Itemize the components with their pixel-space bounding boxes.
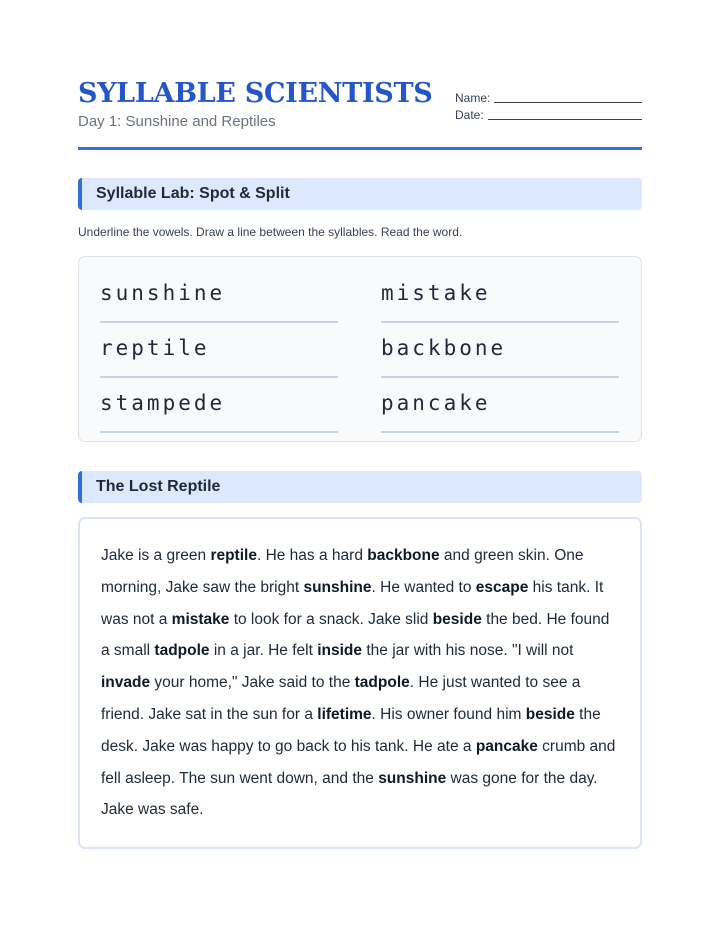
vocab-word: tadpole: [154, 642, 210, 660]
word-text: pancake: [381, 391, 491, 415]
vocab-word: sunshine: [378, 769, 447, 787]
story-segment: his tank. It was not a: [101, 578, 604, 628]
vocab-word: beside: [525, 705, 575, 723]
vocab-word: mistake: [171, 610, 230, 628]
date-field: [455, 105, 642, 122]
vocab-word: pancake: [475, 737, 538, 755]
word-item: [100, 391, 338, 433]
story-text: [101, 540, 621, 826]
section-title: Syllable Lab: Spot & Split: [96, 185, 290, 202]
story-segment: . He just wanted to see a friend. Jake sat in the sun for a: [101, 674, 581, 723]
vocab-word: reptile: [210, 547, 257, 564]
story-segment: . He wanted to: [371, 578, 476, 596]
section-header-story: [78, 471, 642, 503]
story-segment: to look for a snack. Jake slid: [229, 610, 433, 628]
vocab-word: tadpole: [354, 674, 410, 692]
vocab-word: sunshine: [303, 578, 372, 596]
date-label: Date:: [455, 108, 484, 122]
word-underline: [381, 431, 619, 433]
word-text: mistake: [381, 281, 491, 305]
word-text: reptile: [100, 336, 210, 360]
section-title: The Lost Reptile: [96, 478, 221, 495]
story-segment: was gone for the day. Jake was safe.: [101, 769, 598, 819]
vocab-word: invade: [101, 674, 151, 692]
vocab-word: inside: [317, 642, 363, 660]
story-segment: your home," Jake said to the: [150, 674, 355, 692]
story-segment: Jake is a green: [101, 547, 211, 564]
vocab-word: escape: [475, 578, 529, 596]
word-underline: [381, 321, 619, 323]
story-segment: and green skin. One morning, Jake saw the bright: [101, 547, 584, 596]
page-title: SYLLABLE SCIENTISTS: [78, 78, 433, 109]
word-underline: [100, 321, 338, 323]
story-segment: the bed. He found a small: [101, 610, 610, 660]
word-text: sunshine: [100, 281, 226, 305]
story-box: [78, 517, 642, 849]
name-blank-line: [494, 102, 642, 103]
date-blank-line: [488, 119, 642, 120]
page-subtitle: Day 1: Sunshine and Reptiles: [78, 113, 276, 130]
name-label: Name:: [455, 91, 491, 105]
instructions: Underline the vowels. Draw a line between the syllables. Read the word.: [78, 225, 463, 239]
word-underline: [381, 376, 619, 378]
word-underline: [100, 376, 338, 378]
section-header-syllable-lab: [78, 178, 642, 210]
story-segment: crumb and fell asleep. The sun went down, and the: [101, 737, 616, 787]
name-date-fields: [455, 88, 642, 122]
story-segment: in a jar. He felt: [209, 642, 318, 660]
vocab-word: backbone: [367, 547, 440, 564]
story-segment: the jar with his nose. "I will not: [362, 642, 574, 660]
vocab-word: beside: [432, 610, 482, 628]
header-divider: [78, 147, 642, 150]
word-text: stampede: [100, 391, 226, 415]
word-item: [381, 281, 619, 323]
vocab-word: lifetime: [317, 705, 372, 723]
word-practice-box: [78, 256, 642, 442]
word-underline: [100, 431, 338, 433]
word-item: [381, 336, 619, 378]
word-item: [100, 336, 338, 378]
word-text: backbone: [381, 336, 507, 360]
story-segment: the desk. Jake was happy to go back to his tank. He ate a: [101, 705, 601, 755]
word-item: [381, 391, 619, 433]
story-segment: . He has a hard: [256, 547, 368, 564]
story-segment: . His owner found him: [371, 705, 526, 723]
header: [78, 76, 642, 150]
name-field: [455, 88, 642, 105]
word-item: [100, 281, 338, 323]
